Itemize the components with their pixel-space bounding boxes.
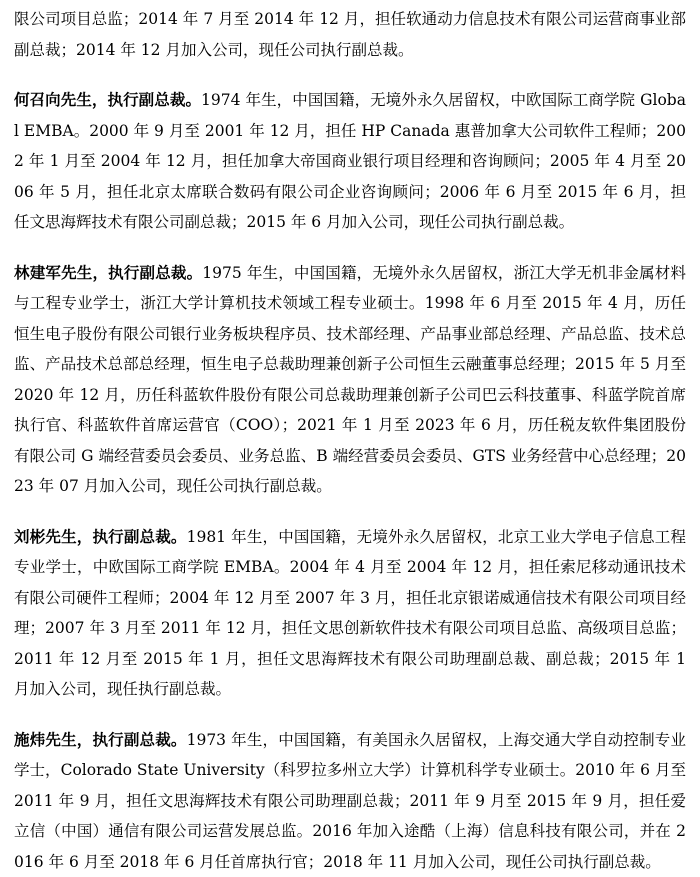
bio-body: 1975 年生，中国国籍，无境外永久居留权，浙江大学无机非金属材料与工程专业学士，浙江大学计算机技术领域工程专业硕士。1998 年 6 月至 2015 年 4 月，历任恒生电子股份有限公司银行业务板块程序员、技术部经理、产品事业部总经理、产品总监、技术总监、产品技术总部总经理，恒生电子总裁助理兼创新子公司恒生云融董事总经理；2015 年 5 月至 2020 年 12 月，历任科蓝软件股份有限公司总裁助理兼创新子公司巴云科技董事、科蓝学院首席执行官、科蓝软件首席运营官（COO）；2021 年 1 月至 2023 年 6 月，历任税友软件集团股份有限公司 G 端经营委员会委员、业务总监、B 端经营委员会委员、GTS 业务经营中心总经理；2023 年 07 月加入公司，现任公司执行副总裁。 (14, 264, 686, 496)
bio-title: 执行副总裁。 (92, 730, 186, 749)
bio-name: 何召向先生， (14, 90, 108, 109)
intro-paragraph: 限公司项目总监；2014 年 7 月至 2014 年 12 月，担任软通动力信息技术有限公司运营商事业部副总裁；2014 年 12 月加入公司，现任公司执行副总裁。 (14, 4, 686, 65)
bio-name: 刘彬先生， (14, 527, 92, 546)
bio-body: 1974 年生，中国国籍，无境外永久居留权，中欧国际工商学院 Global EMBA。2000 年 9 月至 2001 年 12 月，担任 HP Canada 惠普加拿大公司软件工程师；2002 年 1 月至 2004 年 12 月，担任加拿大帝国商业银行项目经理和咨询顾问；2005 年 4 月至 2006 年 5 月，担任北京太席联合数码有限公司企业咨询顾问；2006 年 6 月至 2015 年 6 月，担任文思海辉技术有限公司副总裁；2015 年 6 月加入公司，现任公司执行副总裁。 (14, 91, 686, 231)
bio-body: 1973 年生，中国国籍，有美国永久居留权，上海交通大学自动控制专业学士，Colorado State University（科罗拉多州立大学）计算机科学专业硕士。2010 年 6 月至 2011 年 9 月，担任文思海辉技术有限公司助理副总裁；2011 年 9 月至 2015 年 9 月，担任爱立信（中国）通信有限公司运营发展总监。2016 年加入途酷（上海）信息科技有限公司，并在 2016 年 6 月至 2018 年 6 月任首席执行官；2018 年 11 月加入公司，现任公司执行副总裁。 (14, 731, 686, 871)
bio-body: 1981 年生，中国国籍，无境外永久居留权，北京工业大学电子信息工程专业学士，中欧国际工商学院 EMBA。2004 年 4 月至 2004 年 12 月，担任索尼移动通讯技术有限公司硬件工程师；2004 年 12 月至 2007 年 3 月，担任北京银诺威通信技术有限公司项目经理；2007 年 3 月至 2011 年 12 月，担任文思创新软件技术有限公司项目总监、高级项目总监；2011 年 12 月至 2015 年 1 月，担任文思海辉技术有限公司助理副总裁、副总裁；2015 年 1 月加入公司，现任执行副总裁。 (14, 528, 686, 699)
bio-title: 执行副总裁。 (108, 263, 202, 282)
bio-paragraph-lin-jianjun (14, 258, 686, 502)
bio-paragraph-he-zhaoxiang (14, 85, 686, 238)
bio-title: 执行副总裁。 (92, 527, 186, 546)
bio-name: 施炜先生， (14, 730, 92, 749)
bio-title: 执行副总裁。 (108, 90, 202, 109)
bio-paragraph-liu-bin (14, 522, 686, 705)
bio-paragraph-shi-wei (14, 725, 686, 877)
bio-name: 林建军先生， (14, 263, 108, 282)
